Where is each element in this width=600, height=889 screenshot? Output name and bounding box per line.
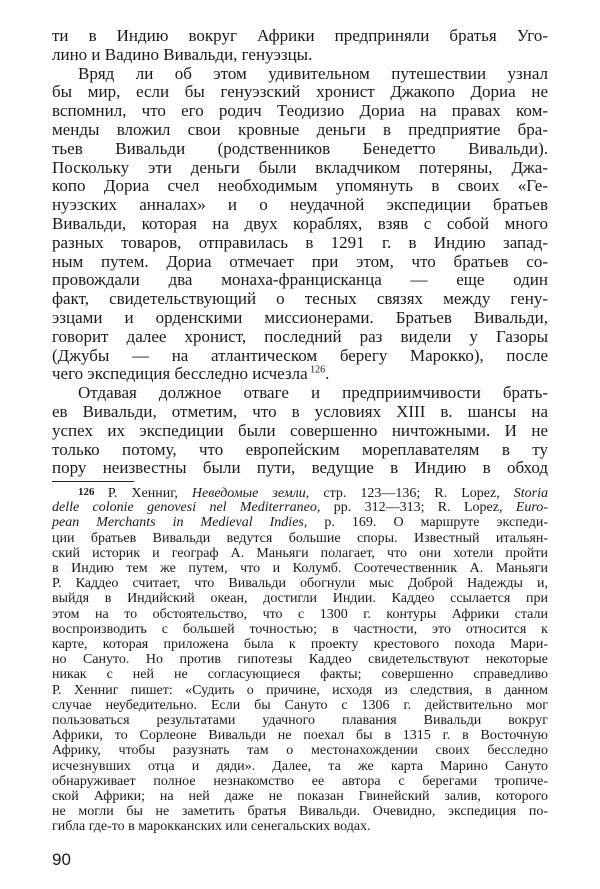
footnote-line bbox=[52, 804, 548, 819]
text-line-content: Поскольку эти деньги были вкладчиком потеряны, Джа- bbox=[52, 157, 548, 177]
footnote-line bbox=[52, 591, 548, 606]
citation-title: Euro- bbox=[515, 500, 548, 516]
footnote-text: гибла где-то в марокканских или сенегальских водах. bbox=[52, 819, 371, 835]
text-line-content: Вряд ли об этом удивительном путешествии узнал bbox=[78, 63, 548, 83]
footnote-line bbox=[52, 759, 548, 774]
footnote-line bbox=[52, 652, 548, 667]
text-line bbox=[78, 383, 548, 402]
text-line bbox=[52, 120, 548, 139]
footnote-number: 126 bbox=[78, 486, 108, 498]
footnote-line bbox=[52, 637, 548, 652]
footnote-line bbox=[52, 607, 548, 622]
citation-title: Storia bbox=[513, 486, 549, 501]
footnote-line bbox=[52, 789, 548, 804]
footnote-line bbox=[52, 774, 548, 789]
text-line bbox=[78, 64, 548, 83]
footnote-line bbox=[52, 576, 548, 591]
footnote-line bbox=[52, 698, 548, 713]
footnote-line bbox=[52, 728, 548, 743]
citation-title: Неведомые земли, bbox=[191, 486, 310, 501]
footnote-line bbox=[52, 546, 548, 561]
text-line-content: чего экспедиция бесследно исчезла bbox=[52, 364, 308, 384]
text-line: чего экспедиция бесследно исчезла $^{126}$. bbox=[52, 364, 330, 384]
page-number: 90 bbox=[52, 850, 71, 869]
footnote-line bbox=[52, 622, 548, 637]
text-line-content: провождали два монаха-францисканца — еще один bbox=[52, 270, 548, 290]
text-line-content: только потому, что европейским мореплавателям в ту bbox=[52, 439, 548, 459]
text-line bbox=[52, 289, 548, 308]
footnote-text: воспроизводить с большей точностью; в частности, это относится к bbox=[52, 621, 548, 637]
footnote-line bbox=[52, 743, 548, 758]
footnote-text: Африки, то Сорлеоне Вивальди не поехал бы в 1315 г. в Восточную bbox=[52, 728, 548, 744]
text-line-content: тьев Вивальди (родственников Бенедетто Вивальди). bbox=[52, 138, 548, 158]
footnote-text: этом на то обстоятельство, что с 1300 г. контуры Африки стали bbox=[52, 606, 548, 622]
footnote-text: случае неубедительно. Если бы Сануто с 1306 г. действительно мог bbox=[52, 697, 548, 713]
text-line bbox=[52, 270, 548, 289]
footnote-text: Р. Хенниг пишет: «Судить о причине, исходя из следствия, в данном bbox=[52, 682, 548, 698]
text-line-content: Вивальди, которая на двух кораблях, взяв с собой много bbox=[52, 214, 548, 233]
footnote-text: пользоваться результатами удачного плавания Вивальди вокруг bbox=[52, 713, 548, 728]
footnote-text: ской Африки; на ней даже не показан Гвинейский залив, которого bbox=[52, 789, 548, 804]
footnote-text: Р. Хенниг, bbox=[107, 486, 192, 501]
text-line-content: ти в Индию вокруг Африки предприняли братья Уго- bbox=[52, 26, 548, 45]
text-line bbox=[52, 327, 548, 346]
text-line-content: менды вложил свои кровные деньги в предприятие бра- bbox=[52, 120, 548, 139]
text-line-content: лино и Вадино Вивальди, генуэзцы. bbox=[52, 44, 313, 64]
text-line bbox=[52, 252, 548, 271]
text-line-content: нуэзских анналах» и о неудачной экспедиции братьев bbox=[52, 195, 548, 215]
text-line-content: копо Дориа счел необходимым упомянуть в своих «Ге- bbox=[52, 176, 548, 196]
footnote-text: карте, которая приложена была к проекту крестового похода Мари- bbox=[52, 637, 548, 652]
text-line-content: ным путем. Дориа отмечает при этом, что братьев со- bbox=[52, 251, 548, 271]
text-line bbox=[52, 139, 548, 158]
footnote-text: стр. 123—136; R. Lopez, bbox=[309, 486, 514, 501]
footnote-text: исчезнувших отца и дяди». Далее, та же карта Марино Сануто bbox=[52, 758, 548, 774]
footnote-line bbox=[52, 819, 548, 834]
footnote-line bbox=[52, 561, 548, 576]
text-line bbox=[52, 45, 548, 64]
text-line-content: говорит далее хронист, последний раз видели у Газоры bbox=[52, 326, 548, 346]
footnote-line bbox=[78, 485, 548, 501]
citation-title: pean Merchants in Medieval Indies, bbox=[52, 515, 308, 531]
footnote-text: Р. Каддео считает, что Вивальди обогнули мыс Доброй Надежды и, bbox=[52, 576, 548, 592]
text-line bbox=[52, 421, 548, 440]
footnote-text: p. 169. О маршруте экспеди- bbox=[307, 515, 548, 531]
text-line-content: ев Вивальди, отметим, что в условиях XIII в. шансы на bbox=[52, 402, 548, 421]
text-line bbox=[52, 214, 548, 233]
text-line bbox=[52, 346, 548, 365]
text-line bbox=[52, 101, 548, 120]
text-line bbox=[52, 158, 548, 177]
text-line-content: успех их экспедиции были совершенно ничтожными. И не bbox=[52, 420, 548, 440]
footnote-text: ции братьев Вивальди ведутся большие споры. Известный итальян- bbox=[52, 530, 548, 546]
text-line-content: разных товаров, отправилась в 1291 г. в Индию запад- bbox=[52, 232, 548, 252]
footnote-reference[interactable]: 126 bbox=[307, 364, 326, 376]
footnote-text: никак с ней не согласующиеся факты; совершенно справедливо bbox=[52, 667, 548, 683]
text-line bbox=[52, 195, 548, 214]
text-line-content: факт, свидетельствующий о тесных связях между гену- bbox=[52, 289, 548, 309]
footnote-line bbox=[52, 531, 548, 546]
citation-title: delle colonie genovesi nel Mediterraneo, bbox=[52, 500, 321, 516]
text-line-content: вспомнил, что его родич Теодизио Дориа на правах ком- bbox=[52, 101, 548, 121]
footnote-text: не могли бы не заметить братья Вивальди. Очевидно, экспедиция по- bbox=[52, 804, 548, 820]
footnote-line bbox=[52, 515, 548, 530]
text-line bbox=[52, 176, 548, 195]
text-line-content: эзцами и орденскими миссионерами. Братьев Вивальди, bbox=[52, 308, 548, 327]
footnote-text: но Сануто. Но против гипотезы Каддео свидетельствуют некоторые bbox=[52, 652, 548, 668]
footnote-text: выйдя в Индийский океан, достигли Индии. Каддео ссылается при bbox=[52, 591, 548, 607]
text-line bbox=[52, 26, 548, 45]
footnote-text: Африку, чтобы разузнать там о местонахождении своих бесследно bbox=[52, 743, 548, 759]
text-line bbox=[52, 440, 548, 459]
text-line bbox=[52, 233, 548, 252]
footnote-text: в Индию тем же путем, что и Колумб. Соотечественник А. Маньяги bbox=[52, 561, 548, 576]
text-line-content: Отдавая должное отваге и предприимчивости брать- bbox=[78, 383, 548, 403]
text-line-content: (Джубы — на атлантическом берегу Марокко), после bbox=[52, 345, 548, 365]
footnote-line bbox=[52, 667, 548, 682]
text-line bbox=[52, 308, 548, 327]
footnote-text: обнаруживает полное незнакомство ее автора с берегами тропиче- bbox=[52, 773, 548, 789]
text-line-content: пору неизвестны были пути, ведущие в Индию в обход bbox=[52, 458, 548, 478]
footnote-divider bbox=[52, 481, 134, 482]
text-line bbox=[52, 458, 548, 477]
text-line bbox=[52, 402, 548, 421]
text-line bbox=[52, 82, 548, 101]
footnote-line bbox=[52, 500, 548, 515]
text-line-content: бы мир, если бы генуэзский хронист Джакопо Дориа не bbox=[52, 82, 548, 102]
footnote-text: pp. 312—313; R. Lopez, bbox=[320, 500, 516, 516]
footnote-line bbox=[52, 713, 548, 728]
footnote-text: ский историк и географ А. Маньяги полагает, что они хотели пройти bbox=[52, 545, 548, 561]
footnote-line bbox=[52, 683, 548, 698]
